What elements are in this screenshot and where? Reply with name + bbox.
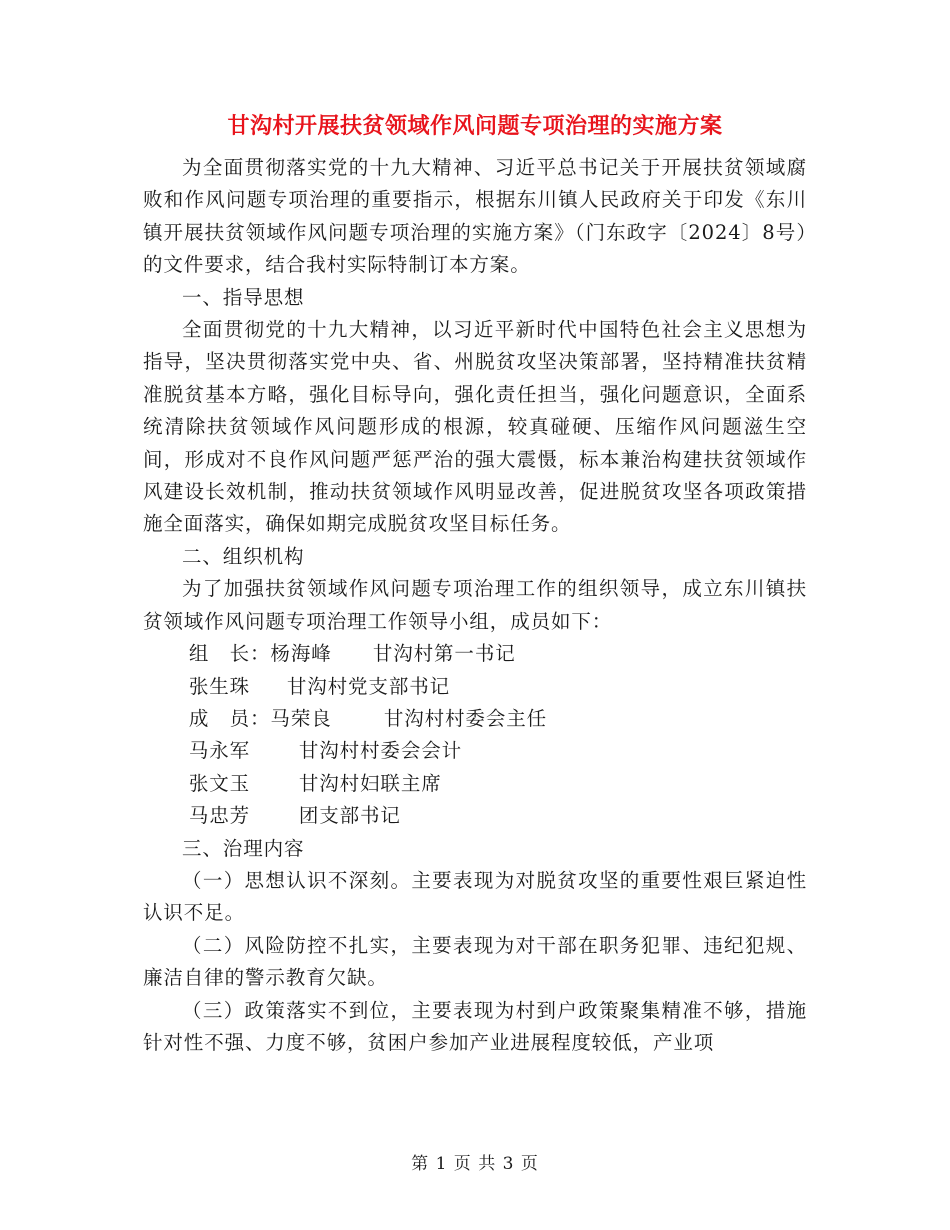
- governance-item: （二）风险防控不扎实，主要表现为对干部在职务犯罪、违纪犯规、廉洁自律的警示教育欠缺。: [143, 933, 807, 990]
- member-name: 张文玉: [188, 771, 251, 795]
- member-name: 张生珠: [188, 674, 251, 698]
- member-row: [143, 703, 807, 735]
- member-role: 甘沟村第一书记: [372, 642, 516, 666]
- member-role: 团支部书记: [298, 804, 401, 828]
- member-row: [143, 800, 807, 832]
- member-name: 马永军: [188, 739, 251, 763]
- member-row: [143, 768, 807, 800]
- member-row: [143, 671, 807, 703]
- section-heading-guiding-ideology: 一、指导思想: [182, 285, 305, 309]
- member-name: 组 长：杨海峰: [188, 642, 332, 666]
- organization-paragraph: 为了加强扶贫领域作风问题专项治理工作的组织领导，成立东川镇扶贫领域作风问题专项治理工作领导小组，成员如下：: [143, 577, 807, 633]
- document-body: [143, 152, 807, 1059]
- member-role: 甘沟村妇联主席: [298, 771, 442, 795]
- section-heading-governance-content: 三、治理内容: [182, 836, 305, 860]
- guiding-ideology-paragraph: 全面贯彻党的十九大精神，以习近平新时代中国特色社会主义思想为指导，坚决贯彻落实党中央、省、州脱贫攻坚决策部署，坚持精准扶贫精准脱贫基本方略，强化目标导向，强化责任担当，强化问题意识，全面系统清除扶贫领域作风问题形成的根源，较真碰硬、压缩作风问题滋生空间，形成对不良作风问题严惩严治的强大震慑，标本兼治构建扶贫领域作风建设长效机制，推动扶贫领域作风明显改善，促进脱贫攻坚各项政策措施全面落实，确保如期完成脱贫攻坚目标任务。: [143, 318, 807, 536]
- member-role: 甘沟村党支部书记: [286, 674, 451, 698]
- member-row: [143, 638, 807, 670]
- intro-paragraph: 为全面贯彻落实党的十九大精神、习近平总书记关于开展扶贫领域腐败和作风问题专项治理的重要指示，根据东川镇人民政府关于印发《东川镇开展扶贫领域作风问题专项治理的实施方案》（门东政字〔2024〕8号）的文件要求，结合我村实际特制订本方案。: [143, 156, 807, 277]
- section-heading-organization: 二、组织机构: [182, 544, 305, 568]
- member-name: 成 员：马荣良: [188, 706, 332, 730]
- member-row: [143, 735, 807, 767]
- member-name: 马忠芳: [188, 804, 251, 828]
- member-role: 甘沟村村委会会计: [298, 739, 463, 763]
- governance-item: （三）政策落实不到位，主要表现为村到户政策聚集精准不够，措施针对性不强、力度不够，贫困户参加产业进展程度较低，产业项: [143, 998, 807, 1054]
- member-role: 甘沟村村委会主任: [383, 706, 548, 730]
- member-list: [143, 638, 807, 832]
- governance-item: （一）思想认识不深刻。主要表现为对脱贫攻坚的重要性艰巨紧迫性认识不足。: [143, 868, 807, 925]
- page-footer: 第 1 页 共 3 页: [411, 1154, 539, 1174]
- document-title: 甘沟村开展扶贫领域作风问题专项治理的实施方案: [227, 113, 723, 139]
